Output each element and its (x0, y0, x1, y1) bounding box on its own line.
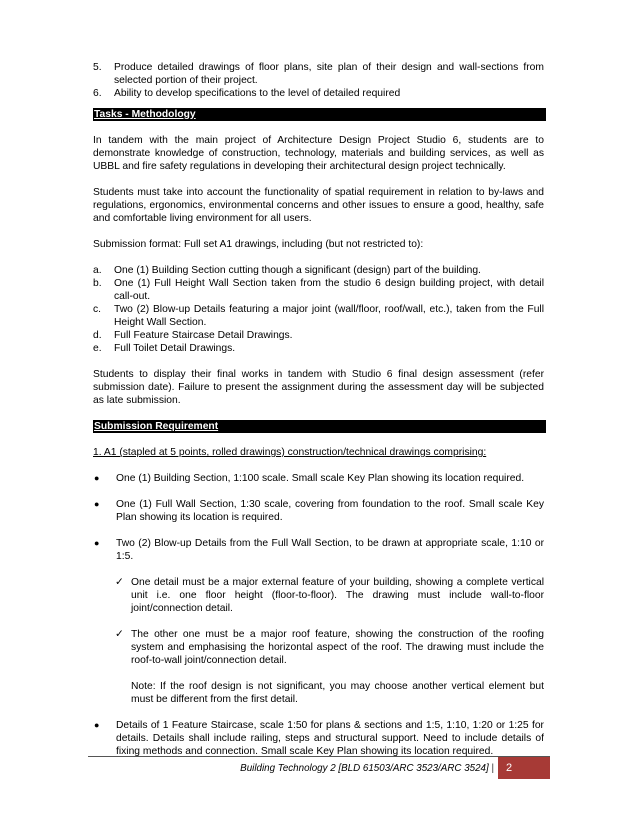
list-item (93, 277, 544, 303)
final-works-paragraph: Students to display their final works in tandem with Studio 6 final design assessment (refer submission date). Failure to present the assignment during the assessment day will be subjected as late submission. (93, 369, 544, 406)
bullet-text: One (1) Building Section, 1:100 scale. Small scale Key Plan showing its location required. (116, 473, 525, 484)
bullet-icon: ● (94, 499, 100, 509)
list-item (93, 61, 544, 87)
bullet-item (93, 537, 544, 563)
footer-course-title: Building Technology 2 [BLD 61503/ARC 3523/ARC 3524] (240, 763, 489, 774)
list-item (93, 264, 544, 277)
checkmark-item (115, 628, 544, 667)
checkmark-icon: ✓ (115, 577, 124, 588)
list-item (93, 329, 544, 342)
bullet-text: One (1) Full Wall Section, 1:30 scale, covering from foundation to the roof. Small scale Key Plan showing its location is required. (116, 499, 544, 523)
list-item (93, 87, 544, 100)
list-item-letter: e. (93, 343, 102, 354)
methodology-paragraph: In tandem with the main project of Architecture Design Project Studio 6, students are to demonstrate knowledge of construction, technology, materials and building services, as well as UBBL and fire safety regulations in developing their architectural design project technically. (93, 135, 544, 172)
list-item-letter: b. (93, 278, 102, 289)
section-heading-text: Tasks - Methodology (94, 109, 196, 120)
footer-separator: | (491, 763, 494, 774)
checkmark-icon: ✓ (115, 629, 124, 640)
submission-format-list (93, 264, 544, 355)
page-number: 2 (498, 757, 550, 779)
bullet-icon: ● (94, 473, 100, 483)
section-heading-methodology (93, 108, 546, 121)
bullet-text: Details of 1 Feature Staircase, scale 1:50 for plans & sections and 1:5, 1:10, 1:20 or 1:25 for details. Details shall include railing, steps and structural support. Need to include details of fixing methods and connection. Small scale Key Plan showing its location required. (116, 720, 544, 757)
bullet-item (93, 719, 544, 758)
checkmark-item (115, 576, 544, 615)
list-item-text: One (1) Full Height Wall Section taken from the studio 6 design building project, with detail call-out. (114, 278, 544, 302)
checkmark-text: One detail must be a major external feature of your building, showing a complete vertical unit i.e. one floor height (floor-to-floor). The drawing must include wall-to-floor joint/connection detail. (131, 577, 544, 614)
intro-numbered-list (93, 61, 544, 100)
list-item (93, 303, 544, 329)
list-item-text: Full Feature Staircase Detail Drawings. (114, 330, 293, 341)
bullet-item (93, 498, 544, 524)
submission-format-paragraph: Submission format: Full set A1 drawings, including (but not restricted to): (93, 239, 424, 250)
page-footer (88, 756, 550, 779)
list-item-letter: d. (93, 330, 102, 341)
bullet-icon: ● (94, 538, 100, 548)
list-item-text: Produce detailed drawings of floor plans, site plan of their design and wall-sections from selected portion of their project. (114, 62, 544, 86)
list-item-number: 5. (93, 62, 102, 73)
list-item (93, 342, 544, 355)
list-item-number: 6. (93, 88, 102, 99)
checkmark-text: The other one must be a major roof feature, showing the construction of the roofing system and emphasising the horizontal aspect of the roof. The drawing must include the roof-to-wall joint/connection detail. (131, 629, 544, 666)
list-item-letter: a. (93, 265, 102, 276)
submission-subheading: 1. A1 (stapled at 5 points, rolled drawings) construction/technical drawings comprising: (93, 447, 487, 458)
footer-text-group (240, 762, 494, 775)
list-item-text: Ability to develop specifications to the level of detailed required (114, 88, 401, 99)
list-item-letter: c. (93, 304, 102, 315)
section-heading-text: Submission Requirement (94, 421, 219, 432)
list-item-text: Two (2) Blow-up Details featuring a major joint (wall/floor, roof/wall, etc.), taken from the Full Height Wall Section. (114, 304, 544, 328)
bullet-text: Two (2) Blow-up Details from the Full Wall Section, to be drawn at appropriate scale, 1:10 or 1:5. (116, 538, 544, 562)
list-item-text: Full Toilet Detail Drawings. (114, 343, 236, 354)
roof-design-note: Note: If the roof design is not significant, you may choose another vertical element but must be different from the first detail. (131, 681, 544, 705)
list-item-text: One (1) Building Section cutting though a significant (design) part of the building. (114, 265, 481, 276)
section-heading-submission (93, 420, 546, 433)
methodology-paragraph: Students must take into account the functionality of spatial requirement in relation to by-laws and regulations, ergonomics, environmental concerns and other issues to ensure a good, healthy, safe and comfortable living environment for all users. (93, 187, 544, 224)
bullet-icon: ● (94, 720, 100, 730)
bullet-item (93, 472, 544, 485)
page-content (93, 61, 544, 758)
